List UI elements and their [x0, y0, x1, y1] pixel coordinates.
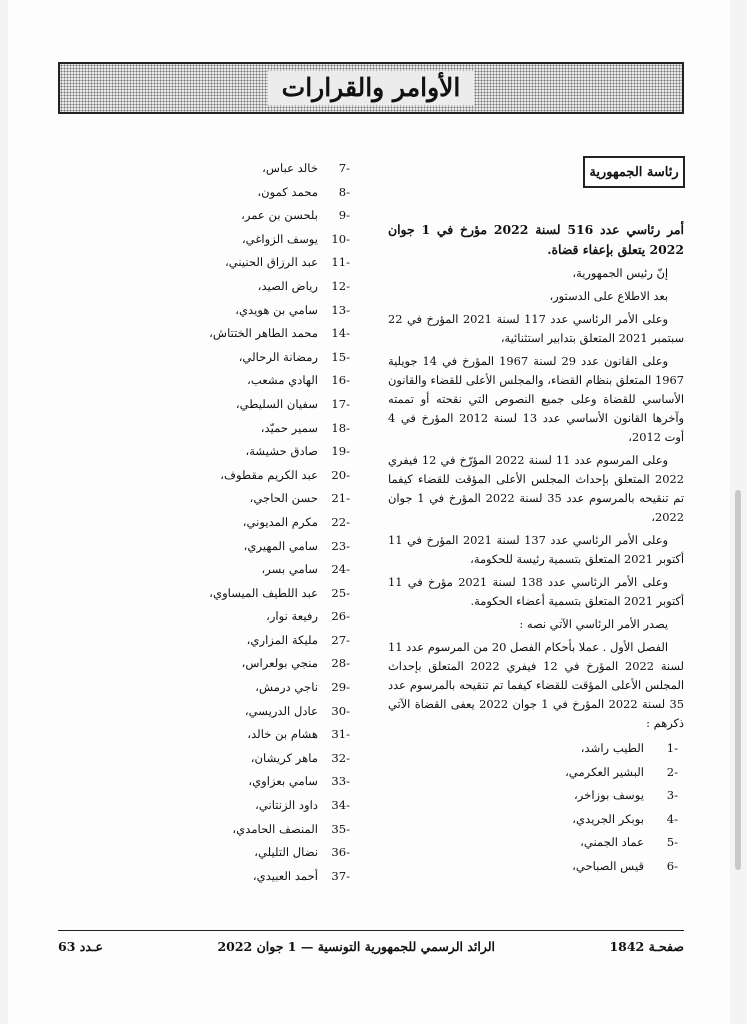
list-item: -31 هشام بن خالد، — [247, 727, 350, 742]
list-item: -17 سفيان السليطي، — [235, 396, 350, 411]
list-item: -9 بلحسن بن عمر، — [241, 208, 350, 223]
list-item: -5 عماد الجمني، — [580, 835, 678, 849]
issue-number: عـدد 63 — [58, 938, 104, 954]
list-item: -25 عبد اللطيف الميساوي، — [209, 585, 350, 600]
decree-paragraph: بعد الاطلاع على الدستور، — [549, 289, 668, 303]
list-item: -18 سمير حميّد، — [260, 420, 350, 435]
list-item: -35 المنصف الحامدي، — [232, 821, 350, 836]
list-item: -26 رفيعة نوار، — [266, 609, 350, 624]
judges-list-left — [200, 157, 350, 888]
section-header-banner — [58, 62, 684, 114]
scrollbar[interactable] — [735, 490, 741, 870]
list-item: -30 عادل الدريسي، — [244, 703, 350, 718]
decree-paragraph: وعلى الأمر الرئاسي عدد 138 لسنة 2021 مؤرخ في 11 أكتوبر 2021 المتعلق بتسمية أعضاء الحكومة. — [388, 575, 684, 608]
decree-paragraph: وعلى المرسوم عدد 11 لسنة 2022 المؤرّخ في 12 فيفري 2022 المتعلق بإحداث المجلس الأعلى المؤقت للقضاء كيفما تم تنقيحه بالمرسوم عدد 35 لسنة 2022 المؤرخ في 1 جوان 2022، — [388, 453, 685, 524]
list-item: -27 مليكة المزاري، — [246, 632, 350, 647]
decree-paragraph: يصدر الأمر الرئاسي الآتي نصه : — [519, 617, 668, 631]
list-item: -34 داود الزنتاني، — [255, 798, 350, 813]
section-label: رئاسة الجمهورية — [589, 164, 679, 180]
decree-paragraph: وعلى الأمر الرئاسي عدد 117 لسنة 2021 المؤرخ في 22 سبتمبر 2021 المتعلق بتدابير استثنائية، — [388, 312, 684, 345]
decree-column — [388, 220, 684, 878]
decree-article-one: الفصل الأول . عملا بأحكام الفصل 20 من المرسوم عدد 11 لسنة 2022 المؤرخ في 12 فيفري 2022 المتعلق بإحداث المجلس الأعلى المؤقت للقضاء كيفما تم تنقيحه بالمرسوم عدد 35 لسنة 2022 المؤرخ في 1 جوان 2022 يعفى القضاة الآتي ذكرهم : — [388, 640, 685, 730]
list-item: -29 ناجي درمش، — [255, 680, 350, 695]
list-item: -1 الطيب راشد، — [580, 741, 678, 755]
list-item: -6 قيس الصباحي، — [572, 858, 678, 873]
list-item: -7 خالد عباس، — [262, 161, 350, 175]
list-item: -24 سامي بسر، — [261, 562, 350, 577]
page-number: صفحـة 1842 — [609, 938, 684, 954]
judges-list-right — [388, 737, 684, 878]
decree-paragraph: وعلى القانون عدد 29 لسنة 1967 المؤرخ في 14 جويلية 1967 المتعلق بنظام القضاء، والمجلس الأعلى للقضاء والقانون الأساسي للقضاة وعلى جميع النصوص التي نقحته أو تممته وآخرها القانون الأساسي عدد 13 لسنة 2012 المؤرخ في 4 أوت 2012، — [388, 354, 684, 444]
list-item: -11 عبد الرزاق الحنيني، — [225, 255, 350, 270]
section-label-box — [583, 156, 685, 188]
list-item: -37 أحمد العبيدي، — [252, 868, 350, 883]
list-item: -2 البشير العكرمي، — [565, 764, 678, 779]
list-item: -14 محمد الطاهر الختتاش، — [209, 326, 350, 341]
list-item: -16 الهادي مشعب، — [247, 373, 350, 388]
decree-paragraph: وعلى الأمر الرئاسي عدد 137 لسنة 2021 المؤرخ في 11 أكتوبر 2021 المتعلق بتسمية رئيسة للحكومة، — [388, 533, 684, 566]
list-item: -32 ماهر كريشان، — [250, 750, 350, 765]
list-item: -33 سامي بعزاوي، — [248, 774, 350, 789]
list-item: -15 رمضانة الرحالي، — [238, 349, 350, 364]
list-item: -10 يوسف الزواغي، — [241, 231, 350, 246]
decree-paragraph: إنّ رئيس الجمهورية، — [572, 266, 668, 280]
list-item: -3 يوسف بوزاخر، — [574, 788, 678, 802]
list-item: -8 محمد كمون، — [257, 184, 350, 199]
list-item: -28 منجي بولعراس، — [241, 656, 350, 671]
page-footer — [58, 936, 684, 956]
page-title: الأوامر والقرارات — [268, 71, 475, 105]
decree-title: أمر رئاسي عدد 516 لسنة 2022 مؤرخ في 1 جوان 2022 يتعلق بإعفاء قضاة. — [388, 222, 684, 257]
list-item: -4 بوبكر الجريدي، — [572, 811, 678, 826]
footer-divider — [58, 930, 684, 931]
list-item: -36 نضال التليلي، — [254, 845, 350, 860]
list-item: -13 سامي بن هويدي، — [235, 302, 350, 317]
list-item: -23 سامي المهيري، — [243, 538, 350, 553]
list-item: -22 مكرم المديوني، — [242, 514, 350, 529]
list-item: -19 صادق حشيشة، — [245, 444, 350, 459]
list-item: -12 رياض الصيد، — [257, 278, 350, 293]
list-item: -21 حسن الحاجي، — [249, 491, 350, 506]
journal-name-date: الرائد الرسمي للجمهورية التونسية — 1 جوان 2022 — [217, 938, 496, 954]
list-item: -20 عبد الكريم مقطوف، — [220, 467, 350, 482]
judges-column-left — [200, 157, 350, 888]
